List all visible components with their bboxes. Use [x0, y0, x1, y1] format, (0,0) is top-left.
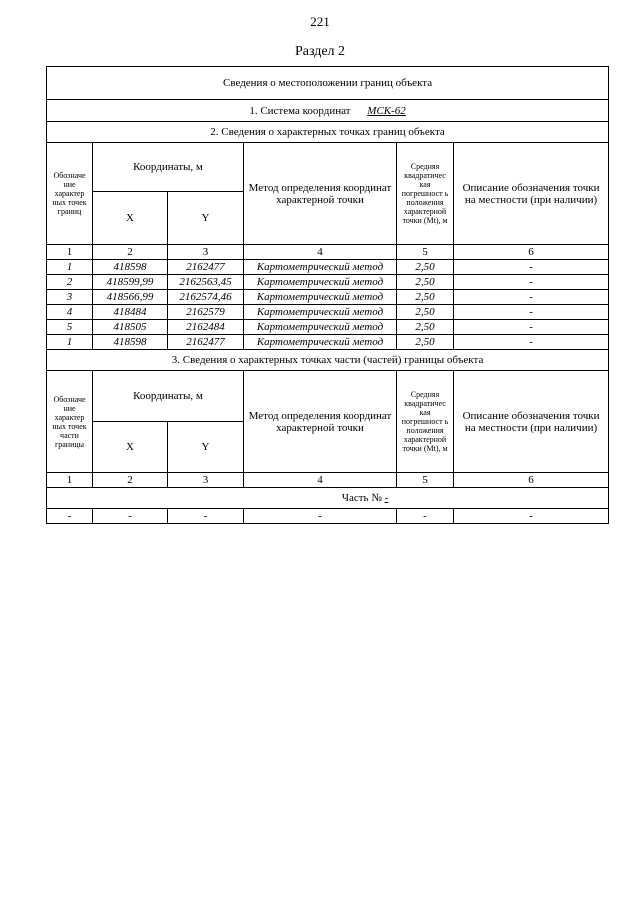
cell-method: Картометрический метод: [244, 335, 397, 350]
column-number: 3: [168, 473, 244, 488]
cell-description: -: [454, 290, 609, 305]
header-y: Y: [168, 192, 244, 245]
cell-description: -: [454, 335, 609, 350]
header-method: Метод определения координат характерной точки: [244, 371, 397, 473]
boundaries-table: [46, 66, 609, 524]
cell-method: Картометрический метод: [244, 290, 397, 305]
cell-y: 2162477: [168, 335, 244, 350]
cell-y: 2162563,45: [168, 275, 244, 290]
coordinate-system-value: МСК-62: [367, 104, 406, 117]
part-label: Часть №: [341, 492, 382, 504]
column-number: 2: [93, 473, 168, 488]
cell-x: 418598: [93, 335, 168, 350]
section-title: Раздел 2: [294, 44, 346, 59]
cell-y: -: [168, 509, 244, 524]
table-row: [47, 335, 609, 350]
column-number: 5: [397, 245, 454, 260]
cell-description: -: [454, 260, 609, 275]
cell-rms: 2,50: [397, 335, 454, 350]
part-value: -: [384, 492, 389, 504]
page-number: 221: [310, 14, 330, 29]
cell-description: -: [454, 305, 609, 320]
cell-rms: 2,50: [397, 290, 454, 305]
header-rms: Средняя квадратичес кая погрешност ь положения характерной точки (Mt), м: [397, 371, 454, 473]
cell-rms: 2,50: [397, 275, 454, 290]
cell-x: 418598: [93, 260, 168, 275]
cell-x: 418599,99: [93, 275, 168, 290]
cell-point: 1: [47, 335, 93, 350]
column-number: 1: [47, 473, 93, 488]
column-number: 4: [244, 245, 397, 260]
cell-y: 2162484: [168, 320, 244, 335]
cell-point: 3: [47, 290, 93, 305]
cell-method: Картометрический метод: [244, 305, 397, 320]
column-number: 3: [168, 245, 244, 260]
column-number: 1: [47, 245, 93, 260]
cell-y: 2162574,46: [168, 290, 244, 305]
coordinate-system-label: 1. Система координат: [249, 104, 351, 117]
header-y: Y: [168, 422, 244, 473]
cell-point: 4: [47, 305, 93, 320]
cell-y: 2162579: [168, 305, 244, 320]
cell-rms: 2,50: [397, 305, 454, 320]
table-row: [47, 305, 609, 320]
cell-description: -: [454, 509, 609, 524]
cell-method: -: [244, 509, 397, 524]
section2-label: 2. Сведения о характерных точках границ объекта: [47, 122, 609, 143]
cell-x: 418484: [93, 305, 168, 320]
column-number: 5: [397, 473, 454, 488]
cell-method: Картометрический метод: [244, 260, 397, 275]
column-number: 6: [454, 473, 609, 488]
cell-x: 418505: [93, 320, 168, 335]
cell-point: 5: [47, 320, 93, 335]
table-row: [47, 260, 609, 275]
header-description: Описание обозначения точки на местности (при наличии): [454, 371, 609, 473]
column-number: 2: [93, 245, 168, 260]
table-row: [47, 275, 609, 290]
cell-point: 1: [47, 260, 93, 275]
header-x: X: [93, 192, 168, 245]
section3-label: 3. Сведения о характерных точках части (частей) границы объекта: [47, 350, 609, 371]
header-method: Метод определения координат характерной точки: [244, 143, 397, 245]
table-title: Сведения о местоположении границ объекта: [47, 67, 609, 100]
cell-point: 2: [47, 275, 93, 290]
cell-description: -: [454, 275, 609, 290]
cell-y: 2162477: [168, 260, 244, 275]
table-row: [47, 320, 609, 335]
header-coordinates: Координаты, м: [93, 371, 244, 422]
coordinate-system-row: [47, 100, 609, 122]
cell-method: Картометрический метод: [244, 320, 397, 335]
header-coordinates: Координаты, м: [93, 143, 244, 192]
cell-rms: 2,50: [397, 320, 454, 335]
column-numbers-row: [47, 245, 609, 260]
cell-rms: 2,50: [397, 260, 454, 275]
table-row: [47, 290, 609, 305]
cell-rms: -: [397, 509, 454, 524]
column-number: 6: [454, 245, 609, 260]
cell-description: -: [454, 320, 609, 335]
cell-point: -: [47, 509, 93, 524]
header-description: Описание обозначения точки на местности (при наличии): [454, 143, 609, 245]
header-x: X: [93, 422, 168, 473]
header-rms: Средняя квадратичес кая погрешност ь положения характерной точки (Mt), м: [397, 143, 454, 245]
table-row: [47, 509, 609, 524]
header-part-point-name: Обозначе ние характер ных точек части границы: [47, 371, 93, 473]
column-number: 4: [244, 473, 397, 488]
part-row: [47, 488, 609, 509]
cell-x: 418566,99: [93, 290, 168, 305]
cell-method: Картометрический метод: [244, 275, 397, 290]
cell-x: -: [93, 509, 168, 524]
column-numbers-row: [47, 473, 609, 488]
header-point-name: Обозначе ние характер ных точек границ: [47, 143, 93, 245]
